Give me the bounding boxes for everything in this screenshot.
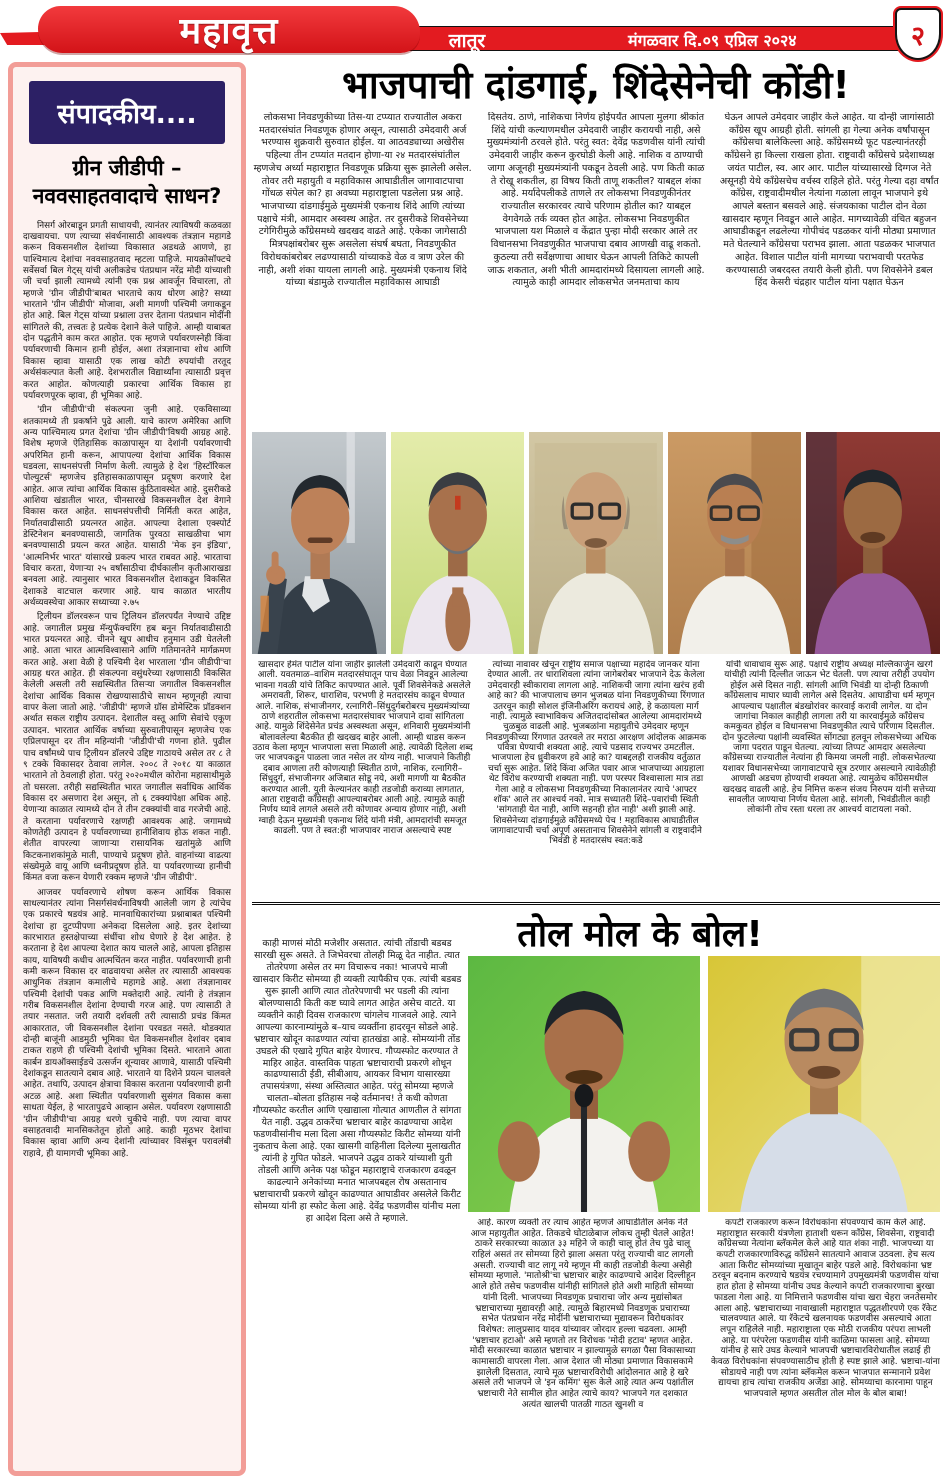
editorial-title <box>23 154 231 211</box>
second-article-column: आहे. कारण व्यक्ती तर त्याच आहेत म्हणजे आघाडीतील अनेक नेते आज महायुतीत आहेत. तिकडचे घोटाळेबाज लोकच तुम्ही घेतले आहेत! ठाकरे सरकारच्या काळात ३३ महिने जे काही चालू होतं तेच पुढे चालू राहिलं असतं तर सोमय्या हिरो झाला असता परंतु राज्याची वाट लागली असती. राज्याची वाट लागू नये म्हणून मी काही तडजोडी केल्या असेही सोमय्या म्हणाले. 'मातोश्री'चा भ्रष्टाचार बाहेर काढण्याचे आदेश दिल्लीहून आले होते तसेच फडणवीस यांनीही सांगितले होते अशी माहिती सोमय्या यांनी दिली. भाजपच्या निवडणूक प्रचाराचा जोर अन्य मुद्यांसोबत भ्रष्टाचाराच्या मुद्यावरही आहे. त्यामुळे बिहारमध्ये निवडणूक प्रचाराच्या सभेत पंतप्रधान नरेंद्र मोदींनी भ्रष्टाचाराच्या मुद्यावरून विरोधकांवर विशेषत: लालुप्रसाद यादव यांच्यावर जोरदार हल्ला चढवला. आम्ही 'भ्रष्टाचार हटाओ' असे म्हणतो तर विरोधक 'मोदी हटाव' म्हणत आहेत. मोदी सरकारच्या काळात भ्रष्टाचार न झाल्यामुळे सगळा पैसा विकासाच्या कामासाठी वापरला गेला. आज देशात जी मोठ्या प्रमाणात विकासकामे झालेली दिसतात, त्याचे मूळ भ्रष्टाचारविरोधी आंदोलनात आहे हे खरे असले तरी भाजपने जे 'इन कमिंग' सुरू केले आहे त्यात अन्य पक्षांतील भ्रष्टाचारी नेते सामील होत आहेत त्याचे काय? भाजपने गत दशकात अत्यंत खालची पातळी गाठत खुनशी व <box>469 1218 696 1410</box>
page-number-badge: २ <box>895 8 941 60</box>
lead-article-column: लोकसभा निवडणुकीच्या तिस-या टप्प्यात राज्यातील अकरा मतदारसंघांत निवडणूक होणार असून, त्यासाठी उमेदवारी अर्ज भरण्यास शुक्रवारी सुरुवात होईल. या आठवड्याच्या अखेरीस पहिल्या तीन टप्प्यांत मतदान होणा-या २४ मतदारसंघांतील म्हणजेच अर्ध्या महाराष्ट्रात निवडणूक प्रक्रिया सुरू झालेली असेल. तोवर तरी महायुती व महाविकास आघाडीतील जागावाटपाचा गोंधळ संपेल का? हा अवघ्या महाराष्ट्राला पडलेला प्रश्न आहे. भाजपाच्या दांडगाईमुळे मुख्यमंत्री एकनाथ शिंदे आणि त्यांच्या पक्षाचे मंत्री, आमदार अस्वस्थ आहेत. तर दुसरीकडे शिवसेनेच्या टगेगिरीमुळे काँग्रेसमध्ये खदखद वाढते आहे. एकेका जागेसाठी मित्रपक्षांबरोबर सुरू असलेला संघर्ष बघता, निवडणुकीत विरोधकांबरोबर लढण्यासाठी यांच्याकडे वेळ व त्राण उरेल की नाही, अशी शंका यायला लागली आहे. मुख्यमंत्री एकनाथ शिंदे यांच्या बंडामुळे राज्यातील महाविकास आघाडी <box>253 112 472 289</box>
masthead-title: महावृत्त <box>179 11 279 52</box>
portrait-senior-leader-photo <box>529 432 663 654</box>
portrait-leader-namaste-photo <box>391 432 525 654</box>
portrait-leader-raised-palms-photo <box>468 956 700 1212</box>
lead-article-column: त्यांच्या नावावर खेचून राष्ट्रीय समाज पक्षाच्या महादेव जानकर यांना देण्यात आली. तर धाराशिवला त्यांना जागेबरोबर भाजपाने देऊ केलेला उमेदवारही स्वीकारावा लागला आहे. नाशिकची जागा त्यांना खरंच हवी आहे का? की भाजपालाच छगन भुजबळ यांना निवडणुकीच्या रिंगणात उतरवून काही सोशल इंजिनीअरिंग करायचं आहे, हे कळायला मार्ग नाही. त्यामुळे स्वाभाविकच अजितदादांसोबत आलेल्या आमदारांमध्ये चुळबुळ वाढली आहे. भुजबळांना महायुतीचे उमेदवार म्हणून निवडणुकीच्या रिंगणात उतरवले तर मराठा आरक्षण आंदोलक आक्रमक पवित्रा घेण्याची शक्यता आहे. त्याचे पडसाद राज्यभर उमटतील. भाजपाला हेच ध्रुवीकरण हवे आहे का? याबद्दलही राजकीय वर्तुळात चर्चा सुरू आहेत. शिंदे किंवा अजित पवार आज भाजपाच्या आग्रहाला थेट विरोध करण्याची शक्यता नाही. पण परस्पर विश्वासाला मात्र तडा गेला आहे व लोकसभा निवडणुकीच्या निकालानंतर त्याचे 'आफ्टर शॉक' आले तर आश्चर्य नको. मात्र सध्यातरी शिंदे–पवारांची स्थिती 'सांगताही येत नाही, आणि सहनही होत नाही' अशी झाली आहे. शिवसेनेच्या दांडगाईमुळे काँग्रेसमध्ये पेच ! महाविकास आघाडीतील जागावाटपाची चर्चा अपूर्ण असतानाच शिवसेनेने सांगली व राष्ट्रवादीने भिवंडी हे मतदारसंघ स्वत:कडे <box>485 660 707 847</box>
lead-article-column: दिसतेय. ठाणे, नाशिकचा निर्णय होईपर्यंत आपला मुलगा श्रीकांत शिंदे यांची कल्याणमधील उमेदवारी जाहीर करायची नाही, असे मुख्यमंत्र्यांनी ठरवले होते. परंतु स्वत: देवेंद्र फडणवीस यांनी त्यांची उमेदवारी जाहीर करून कुरघोडी केली आहे. नाशिक व ठाण्याची जागा अजूनही मुख्यमंत्र्यांनी पकडून ठेवली आहे. पण किती काळ ते रोखू शकतील, हा विषय किती ताणू शकतील? याबद्दल शंका आहे. मर्यादेपलीकडे ताणले तर लोकसभा निवडणुकीनंतर राज्यातील सरकारवर त्याचे परिणाम होतील का? याबद्दल वेगवेगळे तर्क व्यक्त होत आहेत. लोकसभा निवडणुकीत भाजपाला यश मिळाले व केंद्रात पुन्हा मोदी सरकार आले तर विधानसभा निवडणुकीत भाजपाचा दबाव आणखी वाढू शकतो. कुठल्या तरी सर्वेक्षणाचा आधार घेऊन आपली तिकिटे कापली जाऊ शकतात, अशी भीती आमदारांमध्ये दिसायला लागली आहे. त्यामुळे काही आमदार लोकसभेत जनमताचा काय <box>486 112 706 289</box>
lead-article-column: घेऊन आपले उमेदवार जाहीर केले आहेत. या दोन्ही जागांसाठी काँग्रेस खूप आग्रही होती. सांगली हा गेल्या अनेक वर्षांपासून काँग्रेसचा बालेकिल्ला आहे. काँग्रेसमध्ये फूट पडल्यानंतरही काँग्रेसने हा किल्ला राखला होता. राष्ट्रवादी काँग्रेसचे प्रदेशाध्यक्ष जयंत पाटील, स्व. आर आर. पाटील यांच्यासारखे दिग्गज नेते असूनही येथे काँग्रेसचेच वर्चस्व राहिले होते. परंतु गेल्या दहा वर्षांत काँग्रेस, राष्ट्रवादीमधील नेत्यांना गळाला लावून भाजपाने इथे आपले बस्तान बसवले आहे. संजयकाका पाटील दोन वेळा खासदार म्हणून निवडून आले आहेत. मागच्यावेळी वंचित बहुजन आघाडीकडून लढलेल्या गोपीचंद पडळकर यांनी मोठ्या प्रमाणात मते घेतल्याने काँग्रेसचा पराभव झाला. आता पडळकर भाजपात आहेत. विशाल पाटील यांनी मागच्या पराभवाची परतफेड करण्यासाठी जबरदस्त तयारी केली होती. पण शिवसेनेने डबल हिंद केसरी चंद्रहार पाटील यांना पक्षात घेऊन <box>719 112 939 289</box>
portrait-leader-glasses-photo <box>668 432 802 654</box>
second-article-column: कपटी राजकारण करून विरोधकांना संपवण्याचे काम केले आहे. महाराष्ट्रात सरकारी यंत्रणेला हाताशी धरून काँग्रेस, शिवसेना, राष्ट्रवादी काँग्रेसच्या नेत्यांना ब्लॅकमेल केले आहे यात शंका नाही. भाजपच्या या कपटी राजकारणाविरुद्ध काँग्रेसने सातत्याने आवाज उठवला. हेच सत्य आता किरीट सोमय्यांच्या मुखातून बाहेर पडले आहे. विरोधकांना भ्रष्ट ठरवून बदनाम करण्याचे षडयंत्र रचण्यामागे उपमुख्यमंत्री फडणवीस यांचा हात होता हे सोमय्या यांनीच उघड केल्याने कपटी राजकारणाचा बुरखा फाडला गेला आहे. या निमित्ताने फडणवीस यांचा खरा चेहरा जनतेसमोर आला आहे. भ्रष्टाचाराच्या नावाखाली महाराष्ट्रात पद्धतशीरपणे एक रॅकेट चालवण्यात आले. या रॅकेटचे खलनायक फडणवीस असल्याचे आता लपून राहिलेले नाही. महाराष्ट्राला एक मोठी राजकीय परंपरा लाभली आहे. या परंपरेला फडणवीस यांनी काळिमा फासला आहे. सोमय्या यांनीच हे सारे उघड केल्याने भाजपची भ्रष्टाचारविरोधातील लढाई ही केवळ विरोधकांना संपवण्यासाठीच होती हे स्पष्ट झाले आहे. भ्रष्टाचा-यांना सोडायचे नाही पण त्यांना ब्लॅकमेल करून भाजपात सन्मानाने प्रवेश द्यायचा हाच त्यांचा राजकीय अजेंडा आहे. सोमय्याचा कारनामा पाहून भाजपवाले म्हणत असतील तोल मोल के बोल बाबा! <box>711 1218 940 1399</box>
editorial-title-line2: नववसाहतवादाचे साधन? <box>32 184 222 209</box>
portrait-leader-purple-kurta-icon <box>806 432 940 654</box>
portrait-leader-purple-kurta-photo <box>806 432 940 654</box>
editorial-column <box>8 62 246 1476</box>
portrait-leader-namaste-icon <box>391 432 525 654</box>
second-article-bottom-columns <box>468 1218 940 1480</box>
lead-article-column: खासदार हेमंत पाटील यांना जाहीर झालेली उमेदवारी काढून घेण्यात आली. यवतमाळ–वाशिम मतदारसंघातून पाच वेळा निवडून आलेल्या भावना गवळी यांचे तिकिट कापण्यात आले. पूर्वी शिवसेनेकडे असलेले अमरावती, शिरूर, धाराशिव, परभणी हे मतदारसंघ काढून घेण्यात आले. नाशिक, संभाजीनगर, रत्नागिरी–सिंधुदुर्गबरोबरच मुख्यमंत्र्यांच्या ठाणे शहरातील लोकसभा मतदारसंघावर भाजपाने दावा सांगितला आहे. यामुळे शिंदेसेनेत प्रचंड अस्वस्थता असून, शनिवारी मुख्यमंत्र्यांनी बोलावलेल्या बैठकीत ही खदखद बाहेर आली. आम्ही धाडस करून उठाव केला म्हणून भाजपाला सत्ता मिळाली आहे. त्यावेळी दिलेला शब्द जर भाजपकडून पाळला जात नसेल तर योग्य नाही. भाजपाने कितीही दबाव आणला तरी कोणत्याही स्थितीत ठाणे, नाशिक, रत्नागिरी–सिंधुदुर्ग, संभाजीनगर अजिबात सोडू नये, अशी मागणी या बैठकीत करण्यात आली. युती केल्यानंतर काही तडजोडी कराव्या लागतात, आता राष्ट्रवादी काँग्रेसही आपल्याबरोबर आली आहे. त्यामुळे काही निर्णय घ्यावे लागले असले तरी कोणावर अन्याय होणार नाही, अशी ग्वाही देऊन मुख्यमंत्री एकनाथ शिंदे यांनी मंत्री, आमदारांची समजूत काढली. पण ते स्वत:ही भाजपावर नाराज असल्याचे स्पष्ट <box>252 660 473 836</box>
second-article-headline: तोल मोल के बोल! <box>517 914 763 955</box>
lead-article-headline: भाजपाची दांडगाई, शिंदेसेनेची कोंडी! <box>342 63 850 107</box>
page-header-banner <box>0 0 945 58</box>
editorial-body <box>23 221 231 1160</box>
editorial-paragraph: 'ग्रीन जीडीपी'ची संकल्पना जुनी आहे. एकविसाव्या शतकामध्ये ती प्रकर्षाने पुढे आली. याचे कारण अमेरिका आणि अन्य पाश्चिमात्य प्रगत देशांचा 'ग्रीन जीडीपी'विषयी आग्रह आहे. विशेष म्हणजे ऐतिहासिक काळापासून या देशांनी पर्यावरणाची अपरिमित हानी करून, आपापल्या देशांचा आर्थिक विकास घडवला, साधनसंपत्ती निर्माण केली. त्यामुळे हे देश 'हिस्टॉरिकल पोल्युटर्स' म्हणजेच इतिहासकाळापासून प्रदूषण करणारे देश आहेत. आज त्यांचा आर्थिक विकास कुंठितावस्थेत आहे. दुसरीकडे आशिया खंडातील भारत, चीनसारखे विकसनशील देश वेगाने विकास करत आहेत. साधनसंपत्तीची निर्मिती करत आहेत, निर्यातवाढीसाठी प्रयत्नरत आहेत. आपल्या देशाला एक्स्पोर्ट डेस्टिनेशन बनवण्यासाठी, जागतिक पुरवठा साखळीचा भाग बनवण्यासाठी प्रयत्न करत आहेत. यासाठी 'मेक इन इंडिया', 'आत्मनिर्भर भारत' यांसारखे प्रकल्प भारत राबवत आहे. भारताचा विचार करता, येणाऱ्या २५ वर्षांसाठीचा दीर्घकालीन कृतीआराखडा बनवला आहे. त्यानुसार भारत विकसनशील देशाकडून विकसित देशाकडे वाटचाल करणार आहे. याच काळात भारतीय अर्थव्यवस्थेचा आकार सध्याच्या २.७५ <box>23 405 231 609</box>
portrait-leader-yellow-bg-icon <box>708 956 940 1212</box>
lead-article-bottom-columns <box>252 660 940 900</box>
edition-date: मंगळवार दि.०९ एप्रिल २०२४ <box>628 31 797 50</box>
editorial-title-line1: ग्रीन जीडीपी – <box>72 156 182 180</box>
editorial-section-label: संपादकीय.... <box>29 81 225 144</box>
second-article-photo-strip <box>468 956 940 1212</box>
lead-article-column: यांची धावाधाव सुरू आहे. पक्षाचे राष्ट्रीय अध्यक्ष मल्लिकार्जुन खरगे यांचीही त्यांनी दिल्लीत जाऊन भेट घेतली. पण त्याचा तरीही उपयोग होईल असे दिसत नाही. सांगली आणि भिवंडी या दोन्ही ठिकाणी काँग्रेसलाच माघार घ्यावी लागेल असे दिसतेय. आघाडीचा धर्म म्हणून आपल्याच पक्षातील बंडखोरांवर कारवाई करावी लागेल. या दोन जागांचा निकाल काहीही लागला तरी या कारवाईमुळे काँग्रेसच कमकुवत होईल व विधानसभा निवडणुकीत त्याचे परिणाम दिसतील. दोन फुटलेल्या पक्षांनी व्यवस्थित सोंगट्या हलवून लोकसभेच्या अधिक जागा पदरात पाडून घेतल्या. त्यांच्या तिप्पट आमदार असलेल्या काँग्रेसच्या राज्यातील नेत्यांना ही किमया जमली नाही. लोकसभेतल्या यशावर विधानसभेच्या जागावाटपाचे सूत्र ठरणार असल्याने त्यावेळीही आणखी अडचण होण्याची शक्यता आहे. त्यामुळेच काँग्रेसमधील खदखद वाढली आहे. हेच निमित्त करून संजय निरुपम यांनी सत्तेच्या सावलीत जाण्याचा निर्णय घेतला आहे. सांगली, भिवंडीतील काही लोकांनी तोच रस्ता धरला तर आश्चर्य वाटायला नको. <box>722 660 937 816</box>
portrait-leader-glasses-icon <box>668 432 802 654</box>
portrait-leader-pointing-photo <box>252 432 386 654</box>
portrait-leader-raised-palms-icon <box>468 956 700 1212</box>
editorial-paragraph: निसर्ग ओरबाडून प्रगती साधायची, त्यानंतर त्याविषयी कळवळा दाखवायचा. पण त्याच्या संवर्धनासाठी आवश्यक तंत्रज्ञान महागडे करून विकसनशील देशांच्या विकासात अडथळे आणणे, हा पाश्चिमात्य देशांचा नववसाहतवाद म्हटला पाहिजे. मायक्रोसॉफ्टचे सर्वेसर्वा बिल गेट्स् यांची अलीकडेच पंतप्रधान नरेंद्र मोदी यांच्याशी जी चर्चा झाली त्यामध्ये त्यांनी एक प्रश्न आवर्जून विचारला, तो म्हणजे 'ग्रीन जीडीपी'बाबत भारताचे काय धोरण आहे? सध्या भारताने 'ग्रीन जीडीपी' मोजावा, अशी मागणी पश्चिमी जगाकडून होत आहे. बिल गेट्स यांच्या प्रश्नाला उत्तर देताना पंतप्रधान मोदींनी सांगितले की, तत्त्वतः हे प्रत्येक देशाने केले पाहिजे. आम्ही याबाबत दोन पद्धतीने काम करत आहोत. एक म्हणजे पर्यावरणस्नेही किंवा पर्यावरणाची किमान हानी होईल, अशा तंत्रज्ञानाचा शोध आणि विकास व्हावा यासाठी एक लाख कोटी रुपयांची तरतूद अर्थसंकल्पात केली आहे. देशभरातील विद्यार्थ्यांना त्यासाठी प्रवृत्त करत आहोत. कोणत्याही प्रकारचा आर्थिक विकास हा पर्यावरणपूरक व्हावा, ही भूमिका आहे. <box>23 220 231 401</box>
portrait-leader-yellow-bg-photo <box>708 956 940 1212</box>
portrait-leader-pointing-icon <box>252 432 386 654</box>
edition-city: लातूर <box>448 30 486 52</box>
second-article-left-column: काही माणसं मोठी मजेशीर असतात. त्यांची तोंडाची बडबड सारखी सुरू असते. ते जिभेवरचा तोलही मिळू देत नाहीत. त्यात तोतरेपणा असेल तर मग विचारूच नका! भाजपचे माजी खासदार किरीट सोमय्या ही व्यक्ती त्यापैकीच एक. त्यांची बडबड सुरू झाली आणि त्यात तोतरेपणाची भर पडली की त्यांना बोलण्यासाठी किती कष्ट घ्यावे लागत आहेत असेच वाटते. या व्यक्तीने काही दिवस राजकारण चांगलेच गाजवले आहे. त्याने आपल्या कारनाम्यांमुळे ब–याच व्यक्तींना हादरवून सोडले आहे. भ्रष्टाचार खोदून काढण्यात त्यांचा हातखंडा आहे. सोमय्यांनी तोंड उघडले की एखादे गुपित बाहेर येणारच. गौप्यस्फोट करण्यात ते माहिर आहेत. वास्तविक पाहता भ्रष्टाचाराची प्रकरणे शोधून काढण्यासाठी ईडी, सीबीआय, आयकर विभाग यासारख्या तपासयंत्रणा, संस्था अस्तित्वात आहेत. परंतु सोमय्या म्हणजे चालता–बोलता इतिहास नव्हे वर्तमानच! ते कधी कोणता गौप्यस्फोट करतील आणि एखाद्याला गोत्यात आणतील ते सांगता येत नाही. उद्धव ठाकरेंचा भ्रष्टाचार बाहेर काढण्याचा आदेश फडणवीसांनीच मला दिला असा गौप्यस्फोट किरीट सोमय्या यांनी नुकताच केला आहे. एका खासगी वाहिनीला दिलेल्या मुलाखतीत त्यांनी हे गुपित फोडले. भाजपने उद्धव ठाकरे यांच्याशी युती तोडली आणि अनेक पक्ष फोडून महाराष्ट्राचे राजकारण ढवळून काढल्याने अनेकांच्या मनात भाजपबद्दल रोष असतानाच भ्रष्टाचाराची प्रकरणे खोदून काढण्यात आघाडीवर असलेले किरीट सोमय्या यांनी हा स्फोट केला आहे. देवेंद्र फडणवीस यांनीच मला हा आदेश दिला असे ते म्हणाले. <box>252 938 462 1224</box>
lead-article-photo-strip <box>252 432 940 654</box>
article-divider-rule <box>252 902 940 905</box>
editorial-paragraph: ट्रिलीयन डॉलरवरून पाच ट्रिलियन डॉलरपर्यंत नेण्याचे उद्दिष्ट आहे. जगातील प्रमुख मॅन्युफॅक्चरिंग हब बनून निर्यातवाढीसाठी भारत प्रयत्नरत आहे. चीनने खूप आधीच हनुमान उडी घेतलेली आहे. आता भारत आत्मविश्वासाने आणि गतिमानतेने मार्गक्रमण करत आहे. अशा वेळी हे पश्चिमी देश भारताला 'ग्रीन जीडीपी'चा आग्रह धरत आहेत. ही संकल्पना वसुंधरेच्या रक्षणासाठी विकसित केलेली असली तरी सद्यस्थितीत तिसऱ्या जगातील विकसनशील देशांचा आर्थिक विकास रोखण्यासाठीचे साधन म्हणूनही त्याचा वापर केला जातो आहे. 'जीडीपी' म्हणजे ग्रॉस डोमेस्टिक प्रॉडक्शन अर्थात सकल राष्ट्रीय उत्पादन. देशातील वस्तू आणि सेवांचे एकूण उत्पादन. भारतात आर्थिक वर्षाच्या सुरुवातीपासून म्हणजेच एक एप्रिलपासून दर तीन महिन्यांनी 'जीडीपी'ची गणना होते. पुढील पाच वर्षांमध्ये पाच ट्रिलीयन डॉलरचे उद्दिष्ट गाठायचे असेल तर ८ ते ९ टक्के विकासदर ठेवावा लागेल. २००८ ते २०१८ या काळात भारताने तो ठेवलाही होता. परंतु २०२०मधील कोरोना महासाथीमुळे तो घसरला. तरीही सद्यस्थितीत भारत जगातील सर्वाधिक आर्थिक विकास दर असणारा देश असून, तो ६ टक्क्यांपेक्षा अधिक आहे. येणाऱ्या काळात त्यामध्ये दोन ते तीन टक्क्यांची वाढ गरजेची आहे. ते करताना पर्यावरणाचे रक्षणही आवश्यक आहे. जगामध्ये कोणतेही उत्पादन हे पर्यावरणाच्या हानीशिवाय होऊ शकत नाही. शेतीत वापरल्या जाणाऱ्या रासायनिक खतांमुळे आणि किटकनाशकांमुळे माती, पाण्याचे प्रदूषण होते. वाहनांच्या वाढत्या संख्येमुळे वायू आणि ध्वनीप्रदूषण होते. या पर्यावरणाच्या हानीची किंमत वजा करून येणारी रक्कम म्हणजे 'ग्रीन जीडीपी'. <box>23 612 231 884</box>
masthead-box <box>38 6 420 53</box>
portrait-senior-leader-icon <box>529 432 663 654</box>
editorial-paragraph: आजवर पर्यावरणाचे शोषण करून आर्थिक विकास साधल्यानंतर त्यांना निसर्गसंवर्धनाविषयी आलेली जाग हे त्यांचेच एक प्रकारचे षडयंत्र आहे. मानवाधिकारांच्या प्रश्नाबाबत पश्चिमी देशांचा हा दुटप्पीपणा अनेकदा दिसलेला आहे. इतर देशांच्या कारभारात हस्तक्षेपाच्या संधींचा शोध घेणारे हे देश आहेत. हे करताना हे देश आपल्या देशात काय चालले आहे, आपला इतिहास काय, याविषयी कधीच आत्मचिंतन करत नाहीत. पर्यावरणाची हानी कमी करून विकास दर वाढवायचा असेल तर त्यासाठी आवश्यक आधुनिक तंत्रज्ञान कमालीचे महागडे आहे. अशा तंत्रज्ञानावर पश्चिमी देशांची पकड आणि मक्तेदारी आहे. त्यांनी हे तंत्रज्ञान गरीब विकसनशील देशांना देण्याची गरज आहे. पण त्यासाठी ते तयार नसतात. जरी तयारी दर्शवली तरी त्यासाठी प्रचंड किंमत आकारतात, जी विकसनशील देशांना परवडत नसते. थोडक्यात दोन्ही बाजूंनी आडमुठी भूमिका घेत विकसनशील देशांवर दबाव टाकत राहणे ही पश्चिमी देशांची भूमिका दिसते. भारताने आता कार्बन डायऑक्साईडचे उत्सर्जन शून्यावर आणावे, यासाठी पश्चिमी देशांकडून सातत्याने दबाव आहे. भारताने या दिशेने प्रयत्न चालवले आहेत. तथापि, उत्पादन क्षेत्राचा विकास करताना पर्यावरणाची हानी अटळ आहे. अशा स्थितीत पर्यावरणाशी सुसंगत विकास कसा साधता येईल, हे भारतापुढचे आव्हान असेल. पर्यावरण रक्षणासाठी 'ग्रीन जीडीपी'चा आग्रह धरणे चुकीचे नाही. पण त्याचा वापर वसाहतवादी मानसिकतेतून होतो आहे. काही मूठभर देशांचा विकास व्हावा आणि अन्य देशांनी त्यांच्यावर विसंबून परावलंबी राहावे, ही यामागची भूमिका आहे. <box>23 887 231 1159</box>
lead-article-top-columns <box>252 112 940 430</box>
